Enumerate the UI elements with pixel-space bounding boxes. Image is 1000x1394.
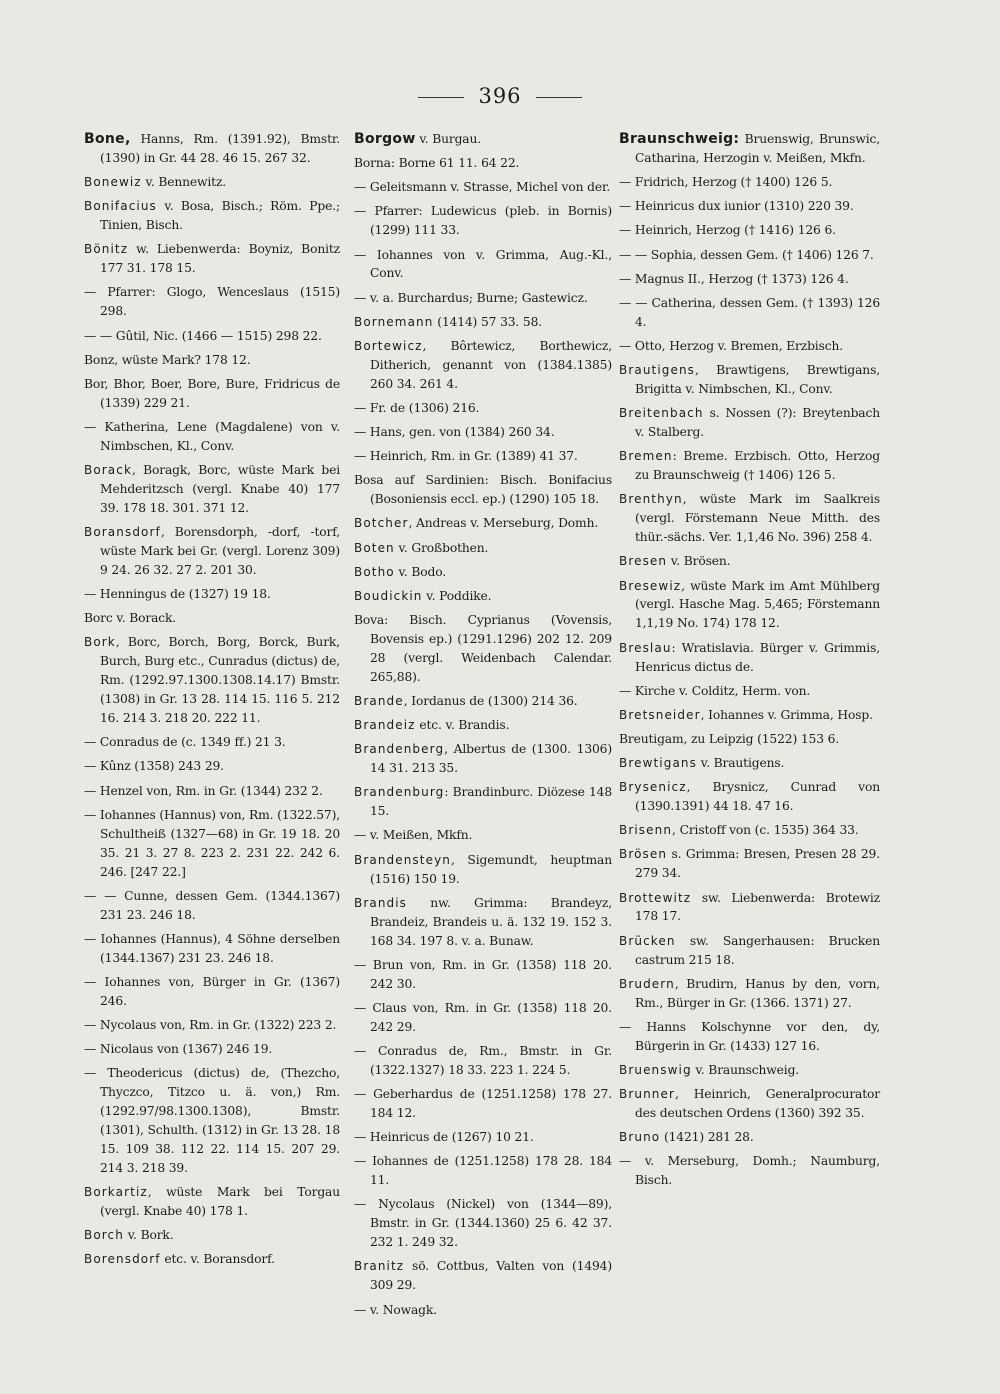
- entry-text: — Conradus de (c. 1349 ff.) 21 3.: [84, 735, 286, 750]
- index-entry: [354, 1257, 612, 1295]
- entry-text: — Hans, gen. von (1384) 260 34.: [354, 425, 555, 440]
- entry-text: Borna: Borne 61 11. 64 22.: [354, 156, 520, 171]
- entry-text: — Geberhardus de (1251.1258) 178 27. 184 12.: [354, 1087, 612, 1120]
- entry-text: , wüste Mark im Amt Mühlberg (vergl. Hasche Mag. 5,465; Förstemann 1,1,19 No. 174) 178 12.: [635, 578, 880, 631]
- entry-text: — Theodericus (dictus) de, (Thezcho, Thyczco, Titzco u. ä. von,) Rm. (1292.97/98.1300.1308), Bmstr. (1301), Schulth. (1312) in Gr. 13 28. 18 15. 109 38. 112 22. 114 15. 207 29. 214 3. 218 39.: [84, 1066, 340, 1176]
- entry-headword: Boudickin: [354, 588, 423, 603]
- entry-text: — v. Meißen, Mkfn.: [354, 828, 473, 843]
- entry-text: — Fr. de (1306) 216.: [354, 400, 480, 415]
- entry-headword: Brandenburg: [354, 785, 445, 800]
- index-entry: [619, 975, 880, 1013]
- index-entry: [84, 973, 340, 1011]
- entry-headword: Brenthyn: [619, 492, 683, 507]
- entry-text: , Andreas v. Merseburg, Domh.: [408, 516, 599, 531]
- entry-headword: Brautigens: [619, 363, 696, 378]
- right-rule: [536, 97, 582, 98]
- entry-text: (1414) 57 33. 58.: [433, 314, 543, 329]
- index-entry: [619, 130, 880, 168]
- index-entry: [619, 932, 880, 970]
- index-column-middle: [354, 130, 612, 1325]
- entry-text: — v. Nowagk.: [354, 1302, 437, 1317]
- entry-headword: Brande: [354, 694, 404, 709]
- entry-text: Bosa auf Sardinien: Bisch. Bonifacius (Bosoniensis eccl. ep.) (1290) 105 18.: [354, 473, 612, 507]
- entry-headword: Bresen: [619, 554, 668, 569]
- index-entry: [619, 404, 880, 442]
- entry-text: s. Nossen (?): Breytenbach v. Stalberg.: [635, 406, 880, 440]
- entry-headword: Brudern: [619, 976, 675, 991]
- index-entry: [354, 313, 612, 332]
- entry-text: etc. v. Brandis.: [415, 718, 510, 733]
- page-number-text: 396: [478, 84, 522, 108]
- index-entry: [619, 639, 880, 677]
- entry-text: v. Burgau.: [415, 132, 482, 146]
- index-entry: [354, 471, 612, 509]
- index-entry: [619, 1018, 880, 1056]
- index-entry: [354, 1195, 612, 1252]
- entry-text: — Iohannes von v. Grimma, Aug.-Kl., Conv.: [354, 247, 612, 281]
- entry-headword: Brösen: [619, 847, 668, 862]
- index-entry: [84, 351, 340, 370]
- entry-headword: Brisenn: [619, 823, 673, 838]
- entry-text: (1421) 281 28.: [660, 1130, 754, 1145]
- index-entry: [354, 154, 612, 173]
- entry-text: Bova: Bisch. Cyprianus (Vovensis, Bovensis ep.) (1291.1296) 202 12. 209 28 (vergl. Weidenbach Calendar. 265,88).: [354, 613, 612, 684]
- index-entry: [354, 587, 612, 606]
- entry-text: w. Liebenwerda: Boyniz, Bonitz 177 31. 178 15.: [100, 242, 340, 276]
- entry-headword: Botcher: [354, 516, 409, 531]
- index-entry: [354, 999, 612, 1037]
- index-entry: [619, 221, 880, 240]
- entry-headword: Brandensteyn: [354, 852, 451, 867]
- entry-text: — Nycolaus (Nickel) von (1344—89), Bmstr. in Gr. (1344.1360) 25 6. 42 37. 232 1. 249 32.: [354, 1197, 612, 1250]
- entry-text: — — Cunne, dessen Gem. (1344.1367) 231 23. 246 18.: [84, 888, 340, 922]
- index-entry: [619, 246, 880, 265]
- entry-headword: Bonewiz: [84, 175, 142, 190]
- entry-text: Bruenswig, Brunswic, Catharina, Herzogin v. Meißen, Mkfn.: [635, 132, 880, 165]
- entry-text: — Heinricus de (1267) 10 21.: [354, 1130, 534, 1145]
- index-entry: [354, 1042, 612, 1080]
- index-entry: [354, 783, 612, 821]
- index-entry: [354, 740, 612, 778]
- entry-headword: Boten: [354, 540, 395, 555]
- index-entry: [619, 1128, 880, 1147]
- index-entry: [619, 552, 880, 571]
- entry-text: Hanns, Rm. (1391.92), Bmstr. (1390) in Gr. 44 28. 46 15. 267 32.: [100, 132, 340, 165]
- entry-text: v. Großbothen.: [394, 540, 489, 555]
- entry-text: — Hanns Kolschynne vor den, dy, Bürgerin in Gr. (1433) 127 16.: [619, 1019, 880, 1053]
- index-entry: [619, 173, 880, 192]
- entry-headword: Branitz: [354, 1259, 405, 1274]
- index-entry: [619, 490, 880, 547]
- index-entry: [354, 447, 612, 466]
- index-entry: [619, 845, 880, 883]
- entry-text: v. Bosa, Bisch.; Röm. Ppe.; Tinien, Bisch.: [100, 199, 340, 233]
- entry-text: — Henningus de (1327) 19 18.: [84, 587, 271, 602]
- entry-text: , Sigemundt, heuptman (1516) 150 19.: [370, 852, 612, 886]
- entry-text: — Pfarrer: Glogo, Wenceslaus (1515) 298.: [84, 285, 340, 319]
- entry-headword: Bruno: [619, 1130, 661, 1145]
- entry-headword: Bretsneider: [619, 707, 701, 722]
- entry-text: sw. Sangerhausen: Brucken castrum 215 18.: [635, 933, 880, 967]
- entry-text: v. Bennewitz.: [141, 175, 227, 190]
- entry-headword: Bone,: [84, 131, 131, 147]
- index-entry: [84, 733, 340, 752]
- entry-text: — — Sophia, dessen Gem. († 1406) 126 7.: [619, 247, 874, 262]
- index-entry: [84, 633, 340, 728]
- entry-text: — Iohannes von, Bürger in Gr. (1367) 246.: [84, 974, 340, 1008]
- entry-text: — Heinricus dux iunior (1310) 220 39.: [619, 199, 854, 214]
- entry-text: — Iohannes (Hannus), 4 Söhne derselben (1344.1367) 231 23. 246 18.: [84, 931, 340, 965]
- index-entry: [84, 757, 340, 776]
- entry-text: , Bôrtewicz, Borthewicz, Ditherich, genannt von (1384.1385) 260 34. 261 4.: [370, 338, 612, 391]
- index-entry: [354, 692, 612, 711]
- index-entry: [354, 130, 612, 149]
- entry-headword: Brottewitz: [619, 890, 692, 905]
- entry-text: , Borc, Borch, Borg, Borck, Burk, Burch, Burg etc., Cunradus (dictus) de, Rm. (1292.97.1300.1308.14.17) Bmstr. (1308) in Gr. 13 28. 114 15. 116 5. 212 16. 214 3. 218 20. 222 11.: [100, 635, 340, 726]
- index-entry: [84, 283, 340, 321]
- index-entry: [354, 1152, 612, 1190]
- index-entry: [354, 956, 612, 994]
- index-entry: [84, 1016, 340, 1035]
- index-entry: [619, 778, 880, 816]
- index-column-left: [84, 130, 340, 1275]
- index-entry: [354, 289, 612, 308]
- entry-text: Bor, Bhor, Boer, Bore, Bure, Fridricus de (1339) 229 21.: [84, 376, 340, 410]
- entry-text: — Kirche v. Colditz, Herm. von.: [619, 683, 811, 698]
- entry-headword: Brandeiz: [354, 718, 416, 733]
- entry-text: v. Braunschweig.: [691, 1062, 800, 1077]
- index-entry: [354, 539, 612, 558]
- index-entry: [354, 851, 612, 889]
- index-entry: [619, 197, 880, 216]
- index-entry: [84, 173, 340, 192]
- index-entry: [84, 887, 340, 925]
- entry-headword: Bresewiz: [619, 578, 682, 593]
- entry-headword: Braunschweig:: [619, 131, 740, 147]
- entry-text: — Otto, Herzog v. Bremen, Erzbisch.: [619, 338, 844, 353]
- index-entry: [84, 375, 340, 413]
- entry-text: — Claus von, Rm. in Gr. (1358) 118 20. 242 29.: [354, 1000, 612, 1034]
- entry-text: — Heinrich, Rm. in Gr. (1389) 41 37.: [354, 449, 578, 464]
- entry-headword: Bork: [84, 635, 116, 650]
- entry-headword: Borch: [84, 1228, 124, 1243]
- entry-headword: Borgow: [354, 131, 416, 147]
- entry-text: , Brudirn, Hanus by den, vorn, Rm., Bürger in Gr. (1366. 1371) 27.: [635, 976, 880, 1010]
- entry-headword: Brandis: [354, 895, 408, 910]
- entry-text: — Iohannes (Hannus) von, Rm. (1322.57), Schultheiß (1327—68) in Gr. 19 18. 20 35. 21 3. 27 8. 223 2. 231 22. 242 6. 246. [247 22.]: [84, 807, 341, 879]
- index-entry: [354, 1085, 612, 1123]
- index-entry: [354, 894, 612, 951]
- entry-text: , Brysnicz, Cunrad von (1390.1391) 44 18. 47 16.: [635, 780, 880, 814]
- entry-text: , Albertus de (1300. 1306) 14 31. 213 35.: [370, 742, 612, 776]
- index-entry: [619, 754, 880, 773]
- entry-text: nw. Grimma: Brandeyz, Brandeiz, Brandeis u. ä. 132 19. 152 3. 168 34. 197 8. v. a. Bunaw.: [370, 895, 612, 948]
- index-entry: [84, 461, 340, 518]
- entry-headword: Brandenberg: [354, 742, 445, 757]
- entry-text: — Fridrich, Herzog († 1400) 126 5.: [619, 175, 833, 190]
- index-entry: [84, 1040, 340, 1059]
- index-entry: [354, 423, 612, 442]
- entry-headword: Bornemann: [354, 314, 434, 329]
- entry-text: — Kûnz (1358) 243 29.: [84, 759, 224, 774]
- entry-headword: Breslau: [619, 640, 672, 655]
- entry-text: — Geleitsmann v. Strasse, Michel von der.: [354, 180, 611, 195]
- entry-text: sw. Liebenwerda: Brotewiz 178 17.: [635, 890, 880, 924]
- entry-headword: Botho: [354, 564, 395, 579]
- index-entry: [84, 930, 340, 968]
- entry-headword: Borack: [84, 462, 133, 477]
- entry-text: : Breme. Erzbisch. Otto, Herzog zu Braunschweig († 1406) 126 5.: [635, 449, 880, 483]
- index-entry: [619, 294, 880, 332]
- entry-text: — v. a. Burchardus; Burne; Gastewicz.: [354, 290, 588, 305]
- index-entry: [619, 361, 880, 399]
- index-entry: [84, 585, 340, 604]
- index-entry: [354, 1128, 612, 1147]
- index-entry: [354, 178, 612, 197]
- entry-text: — Iohannes de (1251.1258) 178 28. 184 11.: [354, 1154, 612, 1188]
- entry-text: — Heinrich, Herzog († 1416) 126 6.: [619, 223, 836, 238]
- index-entry: [619, 1061, 880, 1080]
- entry-headword: Borkartiz: [84, 1185, 148, 1200]
- entry-text: — Conradus de, Rm., Bmstr. in Gr. (1322.1327) 18 33. 223 1. 224 5.: [354, 1043, 612, 1077]
- entry-text: — Nycolaus von, Rm. in Gr. (1322) 223 2.: [84, 1018, 337, 1033]
- entry-text: etc. v. Boransdorf.: [160, 1252, 275, 1267]
- entry-text: v. Bodo.: [394, 564, 447, 579]
- entry-text: Bonz, wüste Mark? 178 12.: [84, 352, 251, 367]
- index-entry: [619, 821, 880, 840]
- index-entry: [84, 782, 340, 801]
- index-entry: [84, 1064, 340, 1178]
- entry-text: v. Poddike.: [422, 588, 492, 603]
- entry-text: — Nicolaus von (1367) 246 19.: [84, 1042, 273, 1057]
- entry-text: s. Grimma: Bresen, Presen 28 29. 279 34.: [635, 847, 880, 881]
- entry-headword: Brücken: [619, 933, 676, 948]
- index-entry: [619, 730, 880, 749]
- index-entry: [84, 327, 340, 346]
- entry-text: v. Brösen.: [667, 554, 731, 569]
- index-entry: [84, 130, 340, 168]
- index-entry: [354, 337, 612, 394]
- index-entry: [354, 563, 612, 582]
- index-entry: [354, 399, 612, 418]
- index-entry: [619, 577, 880, 634]
- entry-text: : Wratislavia. Bürger v. Grimmis, Henricus dictus de.: [635, 640, 880, 674]
- index-entry: [354, 202, 612, 240]
- entry-headword: Brewtigans: [619, 756, 697, 771]
- entry-text: — Katherina, Lene (Magdalene) von v. Nimbschen, Kl., Conv.: [84, 419, 340, 453]
- entry-text: — Henzel von, Rm. in Gr. (1344) 232 2.: [84, 783, 323, 798]
- index-entry: [84, 806, 340, 882]
- index-entry: [84, 240, 340, 278]
- index-entry: [84, 523, 340, 580]
- entry-text: , Borensdorph, -dorf, -torf, wüste Mark bei Gr. (vergl. Lorenz 309) 9 24. 26 32. 27 2. 201 30.: [100, 525, 340, 577]
- entry-headword: Boransdorf: [84, 525, 161, 540]
- entry-text: — — Gûtil, Nic. (1466 — 1515) 298 22.: [84, 328, 322, 343]
- index-entry: [354, 716, 612, 735]
- index-entry: [619, 889, 880, 927]
- entry-headword: Brysenicz: [619, 780, 687, 795]
- index-entry: [354, 1301, 612, 1320]
- entry-text: , wüste Mark bei Torgau (vergl. Knabe 40) 178 1.: [100, 1185, 340, 1219]
- index-entry: [619, 447, 880, 485]
- index-column-right: [619, 130, 880, 1195]
- entry-text: , Boragk, Borc, wüste Mark bei Mehderitzsch (vergl. Knabe 40) 177 39. 178 18. 301. 371 12.: [100, 462, 340, 515]
- page-number: [0, 84, 1000, 108]
- index-entry: [354, 611, 612, 687]
- index-entry: [84, 418, 340, 456]
- entry-text: — — Catherina, dessen Gem. († 1393) 126 4.: [619, 295, 880, 329]
- entry-headword: Breitenbach: [619, 406, 704, 421]
- index-entry: [84, 1183, 340, 1221]
- index-entry: [354, 514, 612, 533]
- entry-text: — Pfarrer: Ludewicus (pleb. in Bornis) (1299) 111 33.: [354, 204, 612, 238]
- index-entry: [619, 270, 880, 289]
- entry-text: , Iohannes v. Grimma, Hosp.: [700, 707, 873, 722]
- entry-headword: Borensdorf: [84, 1252, 161, 1267]
- index-entry: [354, 826, 612, 845]
- entry-text: — v. Merseburg, Domh.; Naumburg, Bisch.: [619, 1154, 880, 1188]
- entry-text: — Brun von, Rm. in Gr. (1358) 118 20. 242 30.: [354, 957, 612, 991]
- entry-headword: Brunner: [619, 1087, 675, 1102]
- entry-headword: Bruenswig: [619, 1062, 692, 1077]
- entry-text: , Brawtigens, Brewtigans, Brigitta v. Nimbschen, Kl., Conv.: [635, 363, 880, 396]
- entry-text: , Iordanus de (1300) 214 36.: [403, 694, 578, 709]
- entry-text: , Heinrich, Generalprocurator des deutschen Ordens (1360) 392 35.: [635, 1087, 880, 1120]
- entry-text: v. Brautigens.: [696, 756, 785, 771]
- index-entry: [84, 609, 340, 628]
- entry-text: — Magnus II., Herzog († 1373) 126 4.: [619, 271, 849, 286]
- index-entry: [619, 706, 880, 725]
- index-entry: [84, 1250, 340, 1269]
- index-entry: [619, 682, 880, 701]
- entry-headword: Bortewicz: [354, 338, 423, 353]
- entry-text: , wüste Mark im Saalkreis (vergl. Förstemann Neue Mitth. des thür.-sächs. Ver. 1,1,46 No. 396) 258 4.: [635, 492, 880, 545]
- left-rule: [418, 97, 464, 98]
- entry-text: , Cristoff von (c. 1535) 364 33.: [672, 823, 859, 838]
- index-entry: [354, 246, 612, 284]
- index-entry: [619, 337, 880, 356]
- index-entry: [84, 1226, 340, 1245]
- entry-text: v. Bork.: [123, 1228, 174, 1243]
- index-entry: [619, 1085, 880, 1123]
- entry-headword: Bonifacius: [84, 199, 157, 214]
- index-entry: [84, 197, 340, 235]
- entry-text: : Brandinburc. Diözese 148 15.: [370, 785, 612, 819]
- entry-text: Breutigam, zu Leipzig (1522) 153 6.: [619, 731, 840, 746]
- index-entry: [619, 1152, 880, 1190]
- entry-headword: Bremen: [619, 449, 673, 464]
- entry-text: Borc v. Borack.: [84, 611, 177, 626]
- entry-text: sö. Cottbus, Valten von (1494) 309 29.: [370, 1259, 612, 1293]
- entry-headword: Bönitz: [84, 242, 129, 257]
